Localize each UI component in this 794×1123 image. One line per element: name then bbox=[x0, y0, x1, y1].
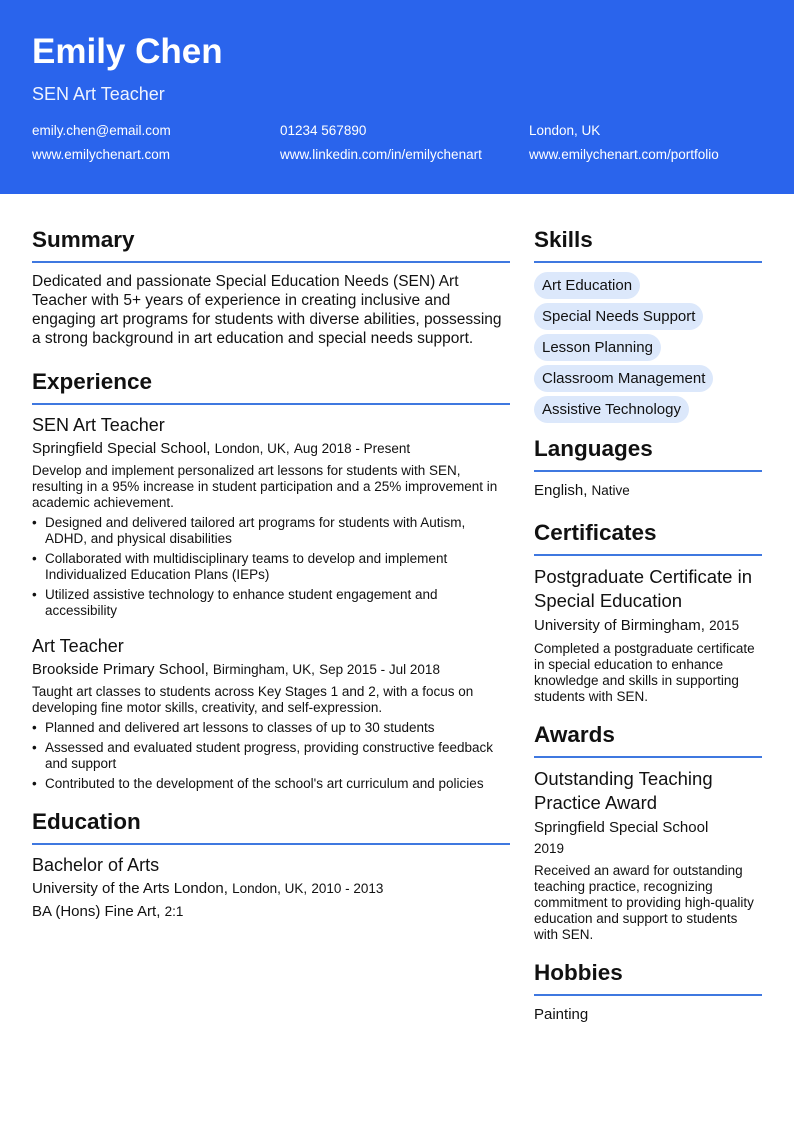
linkedin-link[interactable]: www.linkedin.com/in/emilychenart bbox=[280, 147, 482, 162]
sidebar-column bbox=[534, 226, 762, 1025]
bullet-item: • Planned and delivered art lessons to classes of up to 30 students bbox=[32, 720, 510, 736]
skill-tag: Art Education bbox=[534, 272, 640, 299]
job-bullets bbox=[32, 720, 510, 792]
certificates-heading: Certificates bbox=[534, 519, 762, 556]
skill-tag: Assistive Technology bbox=[534, 396, 689, 423]
job-dates: Sep 2015 - Jul 2018 bbox=[319, 662, 440, 677]
awards-heading: Awards bbox=[534, 721, 762, 758]
website-link[interactable]: www.emilychenart.com bbox=[32, 147, 171, 162]
experience-item bbox=[32, 414, 510, 619]
certificate-org-line bbox=[534, 615, 762, 637]
bullet-item: • Utilized assistive technology to enhance student engagement and accessibility bbox=[32, 587, 510, 619]
job-org: Springfield Special School, bbox=[32, 440, 211, 457]
bullet-item: • Collaborated with multidisciplinary teams to develop and implement Individualized Education Plans (IEPs) bbox=[32, 551, 510, 583]
job-description: Taught art classes to students across Key Stages 1 and 2, with a focus on developing fine motor skills, creativity, and self-expression. bbox=[32, 684, 474, 715]
phone-number[interactable]: 01234 567890 bbox=[280, 123, 367, 138]
education-school-line bbox=[32, 878, 510, 899]
language-level: Native bbox=[591, 483, 630, 498]
job-description: Develop and implement personalized art lessons for students with SEN, resulting in a 95% increase in student participation and a 25% improvement in academic achievement. bbox=[32, 463, 498, 510]
resume-header bbox=[0, 0, 794, 194]
skills-list bbox=[534, 272, 762, 423]
degree-title: Bachelor of Arts bbox=[32, 855, 160, 875]
education-dates: 2010 - 2013 bbox=[311, 881, 384, 896]
education-heading: Education bbox=[32, 808, 510, 845]
job-title: Art Teacher bbox=[32, 636, 124, 656]
certificate-name: Postgraduate Certificate in Special Education bbox=[534, 566, 753, 611]
summary-text: Dedicated and passionate Special Education Needs (SEN) Art Teacher with 5+ years of experience in creating inclusive and engaging art programs for students with diverse abilities, possessing a strong background in art education and special needs support. bbox=[32, 273, 502, 347]
education-school: University of the Arts London, bbox=[32, 880, 228, 897]
language-item bbox=[534, 481, 762, 501]
job-title: SEN Art Teacher bbox=[32, 415, 165, 435]
award-year: 2019 bbox=[534, 841, 565, 856]
skills-heading: Skills bbox=[534, 226, 762, 263]
certificate-description: Completed a postgraduate certificate in special education to enhance knowledge and skills in supporting students with SEN. bbox=[534, 641, 755, 704]
hobbies-heading: Hobbies bbox=[534, 959, 762, 996]
certificate-year: 2015 bbox=[709, 618, 740, 633]
languages-heading: Languages bbox=[534, 435, 762, 472]
certificate-org: University of Birmingham, bbox=[534, 617, 705, 634]
job-location: Birmingham, UK, bbox=[212, 662, 315, 677]
experience-heading: Experience bbox=[32, 368, 510, 405]
bullet-item: • Assessed and evaluated student progress, providing constructive feedback and support bbox=[32, 740, 510, 772]
skill-tag: Special Needs Support bbox=[534, 303, 703, 330]
job-org-line bbox=[32, 660, 510, 680]
candidate-role: SEN Art Teacher bbox=[32, 84, 165, 104]
job-bullets bbox=[32, 515, 510, 619]
main-column bbox=[32, 226, 510, 924]
bullet-item: • Designed and delivered tailored art programs for students with Autism, ADHD, and physical disabilities bbox=[32, 515, 510, 547]
language-name: English, bbox=[534, 482, 588, 499]
location-text: London, UK bbox=[529, 123, 601, 138]
award-description: Received an award for outstanding teaching practice, recognizing commitment to providing high-quality education and support to students with SEN. bbox=[534, 863, 754, 942]
email-link[interactable]: emily.chen@email.com bbox=[32, 123, 171, 138]
education-course: BA (Hons) Fine Art, bbox=[32, 903, 161, 920]
education-grade: 2:1 bbox=[164, 904, 184, 919]
job-org: Brookside Primary School, bbox=[32, 661, 209, 678]
job-org-line bbox=[32, 439, 510, 459]
job-location: London, UK, bbox=[214, 441, 290, 456]
hobby-item: Painting bbox=[534, 1006, 589, 1023]
portfolio-link[interactable]: www.emilychenart.com/portfolio bbox=[529, 147, 719, 162]
award-name: Outstanding Teaching Practice Award bbox=[534, 768, 713, 813]
skill-tag: Classroom Management bbox=[534, 365, 713, 392]
education-location: London, UK, bbox=[232, 881, 308, 896]
experience-item bbox=[32, 635, 510, 792]
education-course-line bbox=[32, 901, 510, 922]
summary-heading: Summary bbox=[32, 226, 510, 263]
award-org: Springfield Special School bbox=[534, 819, 709, 836]
candidate-name: Emily Chen bbox=[32, 32, 223, 71]
job-dates: Aug 2018 - Present bbox=[293, 441, 411, 456]
skill-tag: Lesson Planning bbox=[534, 334, 661, 361]
bullet-item: • Contributed to the development of the school's art curriculum and policies bbox=[32, 776, 510, 792]
